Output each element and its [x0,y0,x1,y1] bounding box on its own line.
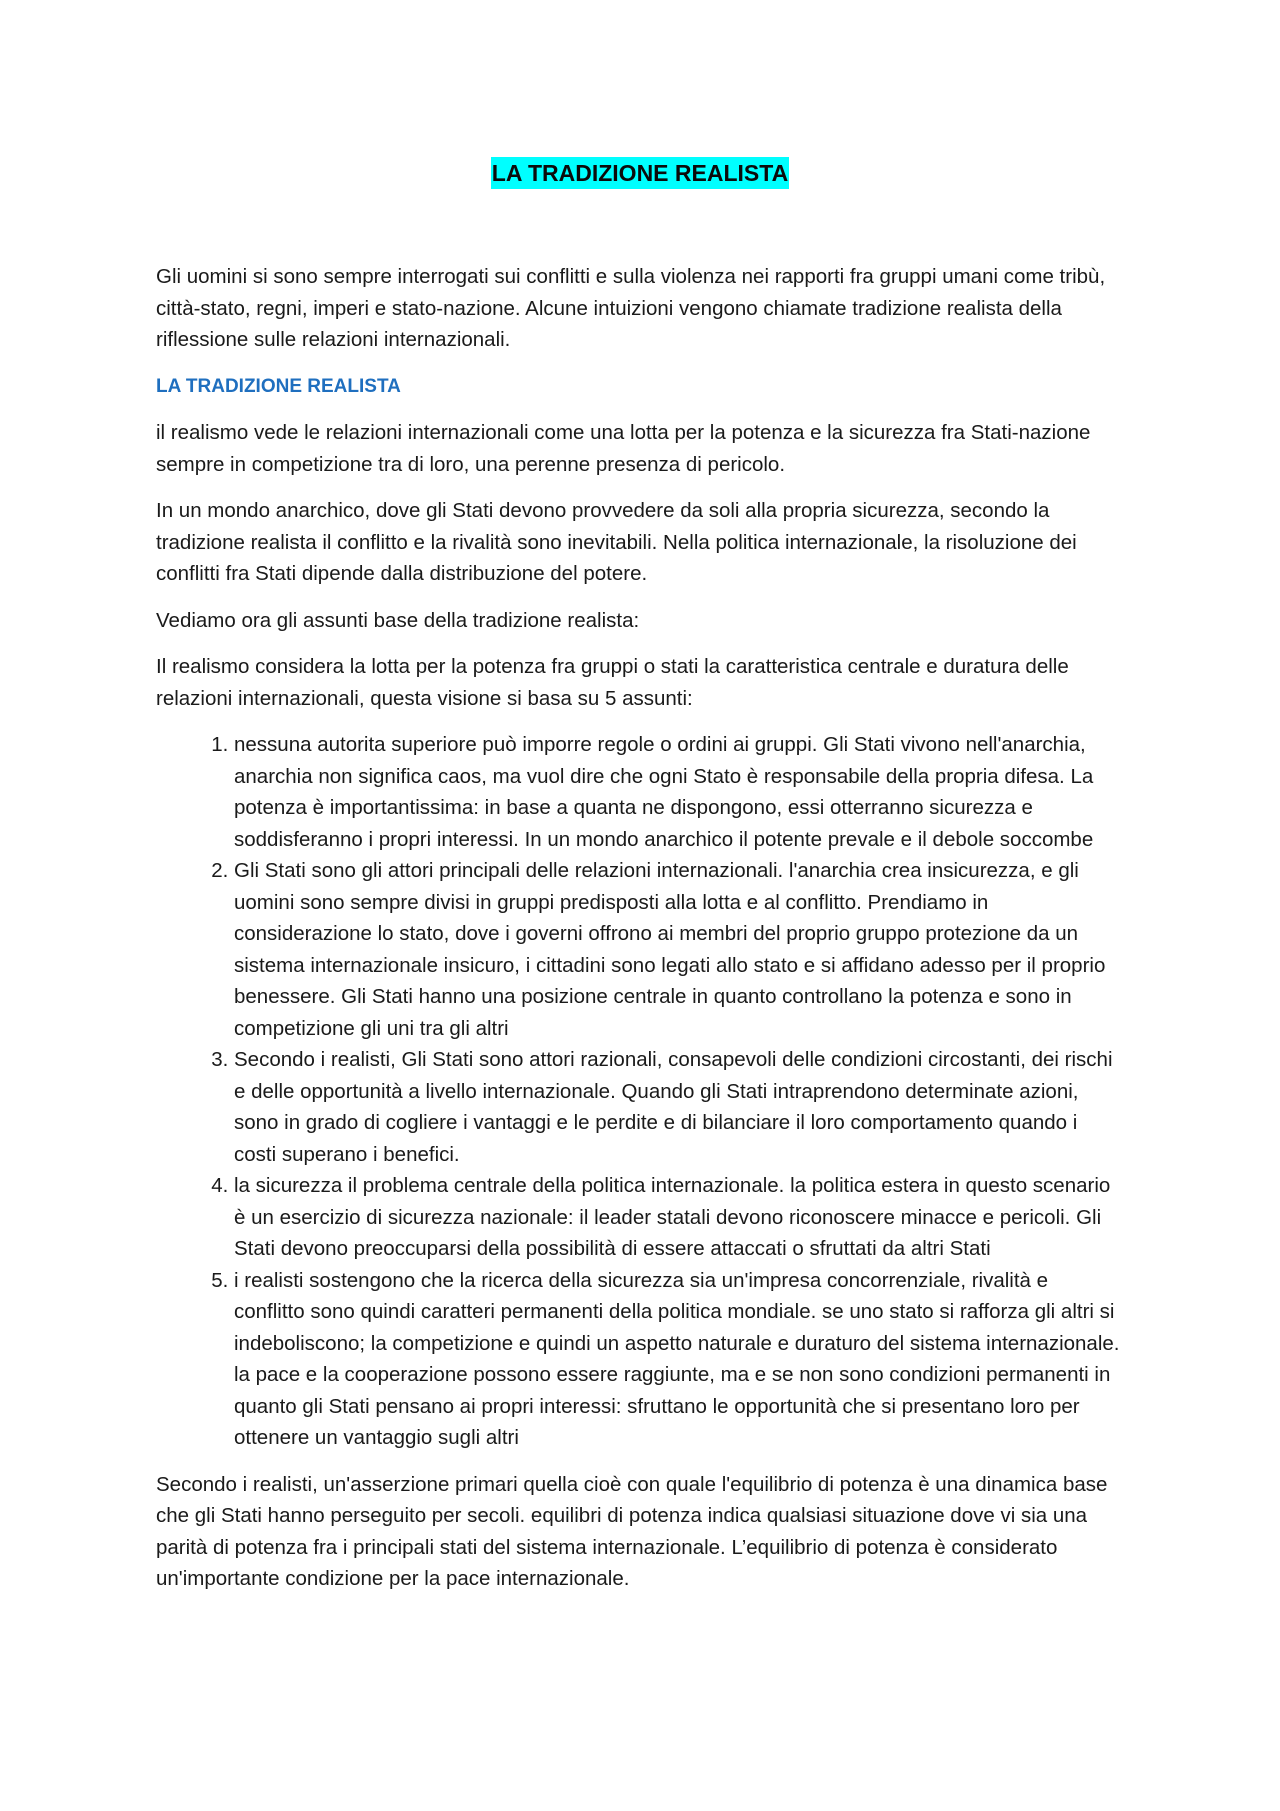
list-item: 5. i realisti sostengono che la ricerca della sicurezza sia un'impresa concorrenziale, rivalità e conflitto sono quindi caratteri permanenti della politica mondiale. se uno stato si rafforza gli altri si indeboliscono; la competizione e quindi un aspetto naturale e duraturo del sistema internazionale. la pace e la cooperazione possono essere raggiunte, ma e se non sono condizioni permanenti in quanto gli Stati pensano ai propri interessi: sfruttano le opportunità che si presentano loro per ottenere un vantaggio sugli altri [234,1265,1124,1454]
paragraph-realism-definition: il realismo vede le relazioni internazionali come una lotta per la potenza e la sicurezza fra Stati-nazione sempre in competizione tra di loro, una perenne presenza di pericolo. [156,421,1091,476]
document-title: LA TRADIZIONE REALISTA [491,157,789,189]
paragraph-assumptions-intro: Vediamo ora gli assunti base della tradizione realista: [156,608,640,632]
list-item: 4. la sicurezza il problema centrale della politica internazionale. la politica estera in questo scenario è un esercizio di sicurezza nazionale: il leader statali devono riconoscere minacce e pericoli. Gli Stati devono preoccuparsi della possibilità di essere attaccati o sfruttati da altri Stati [234,1170,1124,1265]
section-heading: LA TRADIZIONE REALISTA [156,375,401,397]
intro-paragraph: Gli uomini si sono sempre interrogati sui conflitti e sulla violenza nei rapporti fra gruppi umani come tribù, città-stato, regni, imperi e stato-nazione. Alcune intuizioni vengono chiamate tradizione realista della riflessione sulle relazioni internazionali. [156,265,1106,351]
document-body [156,261,1124,1610]
list-item: 2. Gli Stati sono gli attori principali delle relazioni internazionali. l'anarchia crea insicurezza, e gli uomini sono sempre divisi in gruppi predisposti alla lotta e al conflitto. Prendiamo in considerazione lo stato, dove i governi offrono ai membri del proprio gruppo protezione da un sistema internazionale insicuro, i cittadini sono legati allo stato e si affidano adesso per il proprio benessere. Gli Stati hanno una posizione centrale in quanto controllano la potenza e sono in competizione gli uni tra gli altri [234,855,1124,1044]
assumptions-list [156,729,1124,1454]
paragraph-five-assumptions: Il realismo considera la lotta per la potenza fra gruppi o stati la caratteristica centrale e duratura delle relazioni internazionali, questa visione si basa su 5 assunti: [156,655,1069,710]
list-item: 1. nessuna autorita superiore può imporre regole o ordini ai gruppi. Gli Stati vivono nell'anarchia, anarchia non significa caos, ma vuol dire che ogni Stato è responsabile della propria difesa. La potenza è importantissima: in base a quanta ne dispongono, essi otterranno sicurezza e soddisferanno i propri interessi. In un mondo anarchico il potente prevale e il debole soccombe [234,729,1124,855]
closing-paragraph: Secondo i realisti, un'asserzione primari quella cioè con quale l'equilibrio di potenza è una dinamica base che gli Stati hanno perseguito per secoli. equilibri di potenza indica qualsiasi situazione dove vi sia una parità di potenza fra i principali stati del sistema internazionale. L’equilibrio di potenza è considerato un'importante condizione per la pace internazionale. [156,1472,1108,1590]
title-block [156,157,1124,189]
paragraph-anarchic-world: In un mondo anarchico, dove gli Stati devono provvedere da soli alla propria sicurezza, secondo la tradizione realista il conflitto e la rivalità sono inevitabili. Nella politica internazionale, la risoluzione dei conflitti fra Stati dipende dalla distribuzione del potere. [156,499,1077,585]
list-item: 3. Secondo i realisti, Gli Stati sono attori razionali, consapevoli delle condizioni circostanti, dei rischi e delle opportunità a livello internazionale. Quando gli Stati intraprendono determinate azioni, sono in grado di cogliere i vantaggi e le perdite e di bilanciare il loro comportamento quando i costi superano i benefici. [234,1044,1124,1170]
